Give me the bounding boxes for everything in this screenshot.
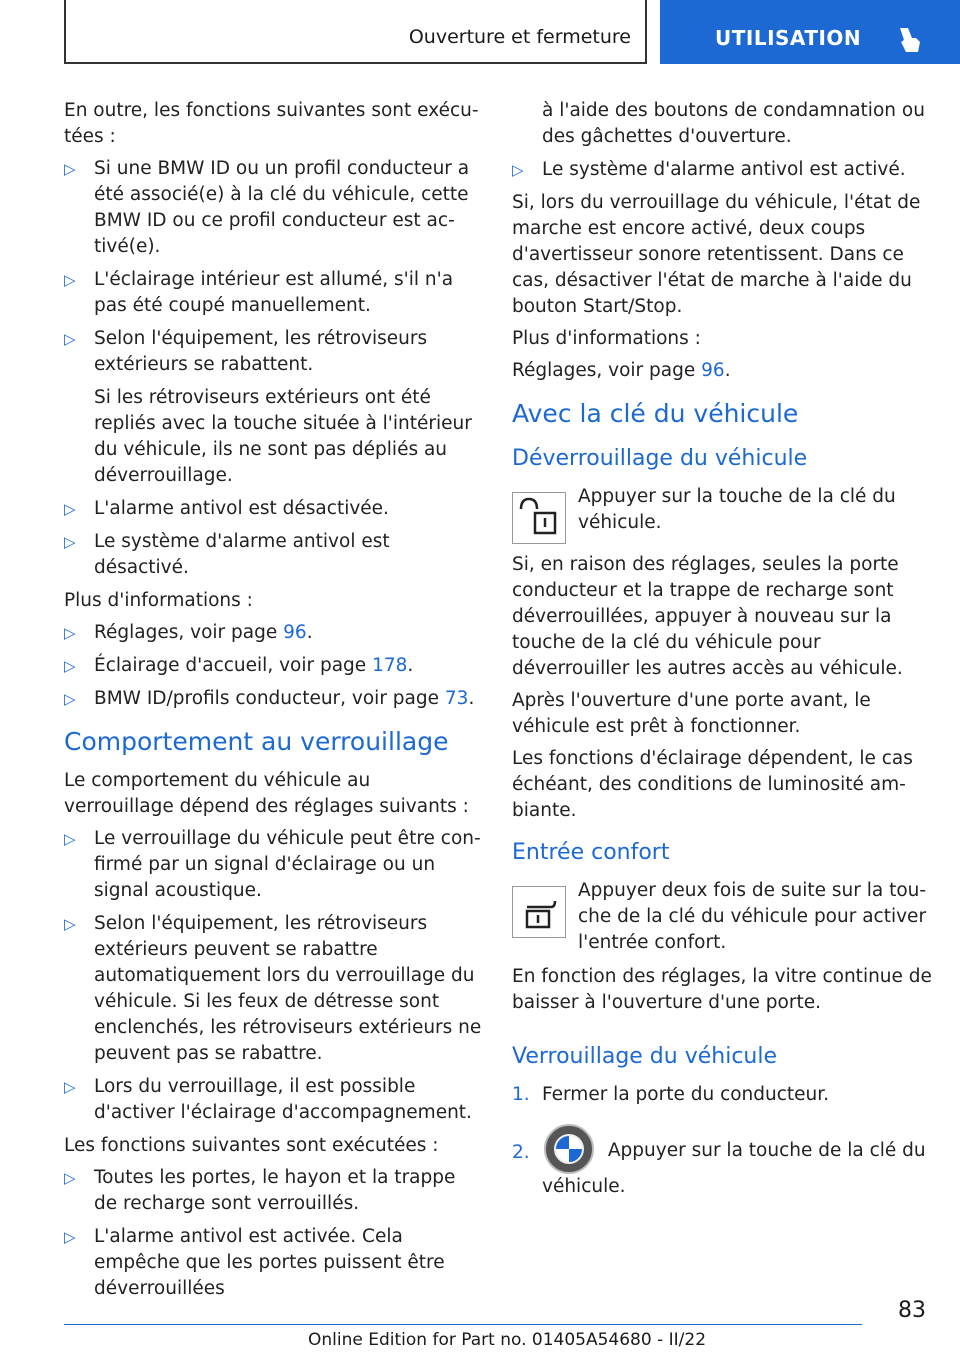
paragraph: En fonction des réglages, la vitre continue de baisser à l'ouverture d'une porte. xyxy=(512,966,932,1013)
step-item: 2. Appuyer sur la touche de la clé du véhicule. xyxy=(512,1124,932,1200)
list-item: ▷ Si une BMW ID ou un profil conducteur a été associé(e) à la clé du véhicule, cette BMW ID ou ce profil conducteur est activé(e). xyxy=(64,156,482,260)
list-item: ▷ L'éclairage intérieur est allumé, s'il n'a pas été coupé manuellement. xyxy=(64,267,482,319)
list-item-note: Si les rétroviseurs extérieurs ont été repliés avec la touche située à l'intérieur du véhicule, ils ne sont pas dépliés au déverrouillage. xyxy=(94,387,472,486)
header-chapter-title: UTILISATION xyxy=(715,26,862,50)
section-heading: Avec la clé du véhicule xyxy=(512,399,799,428)
page-link[interactable]: 178 xyxy=(372,655,408,676)
comfort-instruction: Appuyer deux fois de suite sur la touche de la clé du véhicule pour activer l'entrée confort. xyxy=(512,878,932,956)
list-item: ▷ Selon l'équipement, les rétroviseurs extérieurs se rabattent. xyxy=(64,326,482,378)
page-link[interactable]: 96 xyxy=(283,622,307,643)
paragraph: Les fonctions d'éclairage dépendent, le cas échéant, des conditions de luminosité ambiante. xyxy=(512,748,913,821)
paragraph: Après l'ouverture d'une porte avant, le véhicule est prêt à fonctionner. xyxy=(512,690,871,737)
list-item: ▷ Le système d'alarme antivol est activé. xyxy=(512,157,932,183)
header-section-box xyxy=(64,0,647,64)
more-info-label: Plus d'informations : xyxy=(64,590,253,611)
paragraph: Si, lors du verrouillage du véhicule, l'état de marche est encore activé, deux coups d'avertisseur sonore retentissent. Dans ce cas, désactiver l'état de marche à l'aide du bouton Start/Stop. xyxy=(512,192,921,317)
footer-divider xyxy=(64,1324,862,1325)
list-item: ▷ Lors du verrouillage, il est possible d'activer l'éclairage d'accompagnement. xyxy=(64,1074,482,1126)
hand-pointer-icon xyxy=(896,26,922,54)
more-info-label: Plus d'informations : xyxy=(512,328,701,349)
unlock-instruction: Appuyer sur la touche de la clé du véhicule. xyxy=(512,484,932,544)
list-item-continued: à l'aide des boutons de condamnation ou des gâchettes d'ouverture. xyxy=(542,100,925,147)
list-item: ▷ Le système d'alarme antivol est désactivé. xyxy=(64,529,482,581)
left-column xyxy=(64,98,482,1309)
list-item: ▷ Selon l'équipement, les rétroviseurs extérieurs peuvent se rabattre automatiquement lors du verrouillage du véhicule. Si les feux de détresse sont enclenchés, les rétroviseurs extérieurs ne peuvent pas se rabattre. xyxy=(64,911,482,1067)
header-chapter-tab xyxy=(660,0,960,64)
list-item: ▷ Toutes les portes, le hayon et la trappe de recharge sont verrouillés. xyxy=(64,1165,482,1217)
step-item: 1. Fermer la porte du conducteur. xyxy=(512,1084,830,1105)
reference-item: ▷ Réglages, voir page 96. xyxy=(64,620,482,646)
subsection-heading: Déverrouillage du véhicule xyxy=(512,446,808,471)
bmw-key-button-icon xyxy=(544,1124,594,1174)
list-item: ▷ L'alarme antivol est désactivée. xyxy=(64,496,482,522)
right-column xyxy=(512,98,932,1207)
list-item: ▷ L'alarme antivol est activée. Cela empêche que les portes puissent être déverrouillées xyxy=(64,1224,482,1302)
comfort-access-icon xyxy=(512,886,566,938)
section-heading: Comportement au verrouillage xyxy=(64,727,449,756)
page-number: 83 xyxy=(898,1298,926,1323)
reference-item: ▷ Éclairage d'accueil, voir page 178. xyxy=(64,653,482,679)
list-item: ▷ Le verrouillage du véhicule peut être confirmé par un signal d'éclairage ou un signal acoustique. xyxy=(64,826,482,904)
subsection-heading: Entrée confort xyxy=(512,840,670,865)
page-link[interactable]: 96 xyxy=(701,360,725,381)
intro-text: En outre, les fonctions suivantes sont exécutées : xyxy=(64,100,479,147)
page-link[interactable]: 73 xyxy=(444,688,469,709)
paragraph: Si, en raison des réglages, seules la porte conducteur et la trappe de recharge sont déverrouillées, appuyer à nouveau sur la touche de la clé du véhicule pour déverrouiller les autres accès au véhicule. xyxy=(512,554,903,679)
subsection-heading: Verrouillage du véhicule xyxy=(512,1044,778,1069)
reference-item: Réglages, voir page 96. xyxy=(512,360,731,381)
header-section-title: Ouverture et fermeture xyxy=(408,26,631,48)
unlock-icon xyxy=(512,492,566,544)
edition-text: Online Edition for Part no. 01405A54680 - II/22 xyxy=(308,1330,707,1350)
section-text: Le comportement du véhicule au verrouillage dépend des réglages suivants : xyxy=(64,770,469,817)
functions-intro: Les fonctions suivantes sont exécutées : xyxy=(64,1135,439,1156)
reference-item: ▷ BMW ID/profils conducteur, voir page 73. xyxy=(64,686,482,712)
